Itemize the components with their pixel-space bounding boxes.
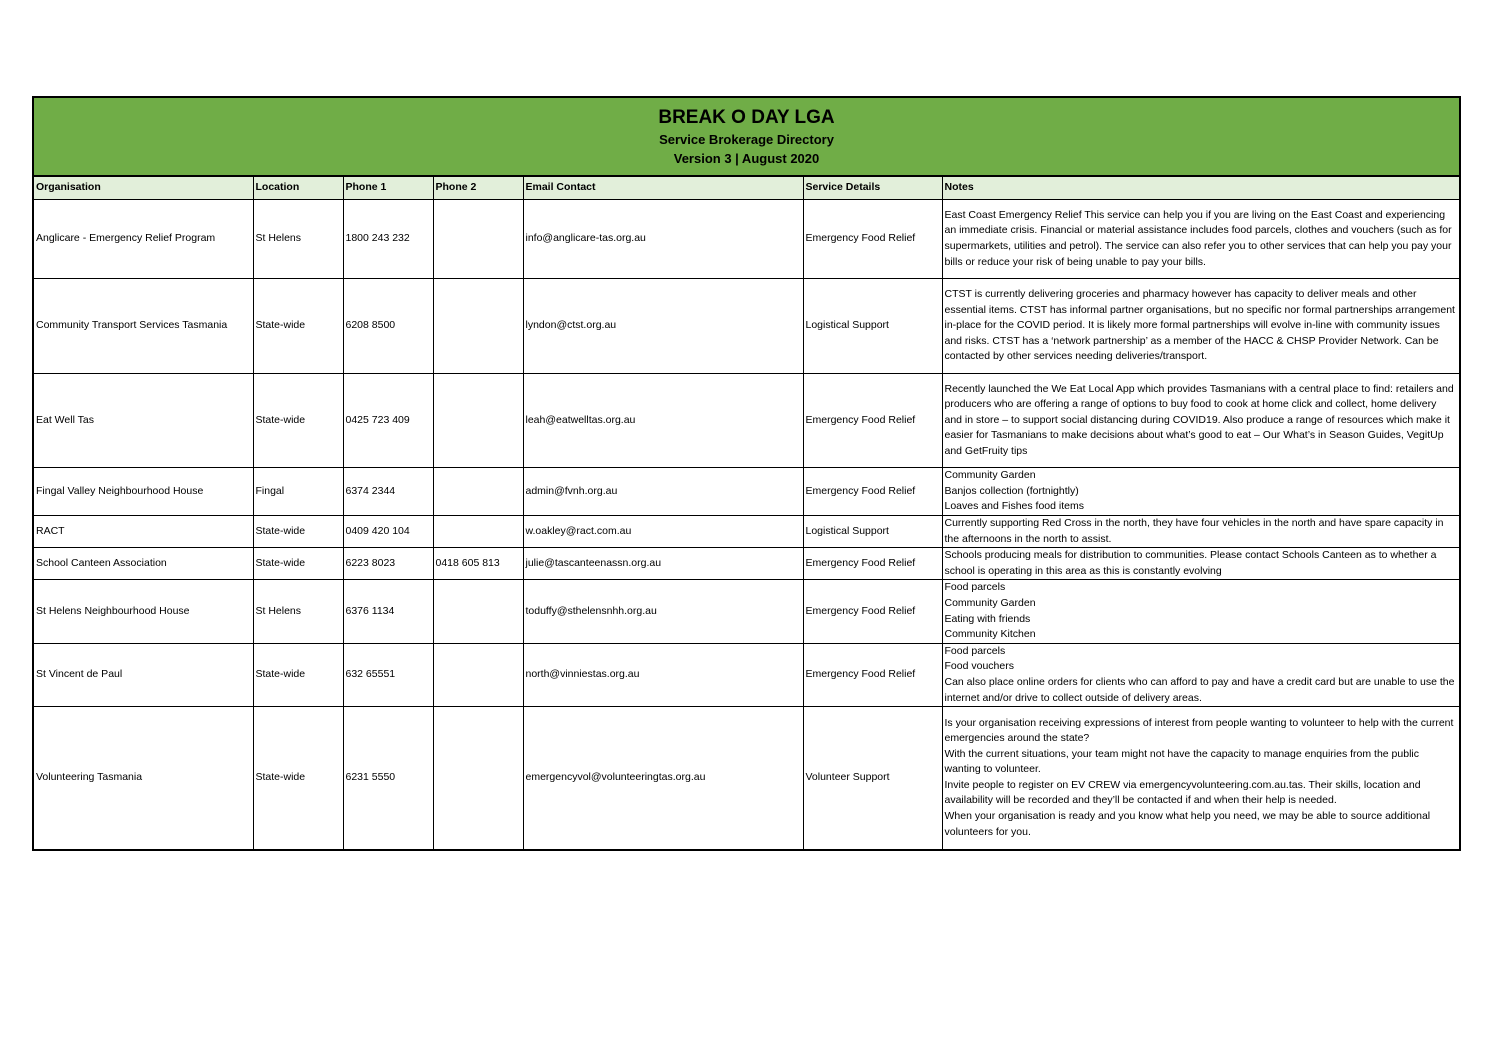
phone-1-cell: 6223 8023 bbox=[343, 548, 433, 580]
table-row bbox=[34, 200, 1459, 279]
table-row bbox=[34, 580, 1459, 643]
phone-1-cell: 6231 5550 bbox=[343, 707, 433, 849]
notes-cell: East Coast Emergency Relief This service can help you if you are living on the East Coast and experiencing an immediate crisis. Financial or material assistance includes food parcels, clothes and vouchers (such as for supermarkets, utilities and petrol). The service can also refer you to other services that can help you pay your bills or reduce your risk of being unable to pay your bills. bbox=[942, 200, 1459, 279]
phone-1-cell: 6208 8500 bbox=[343, 279, 433, 374]
phone-2-cell bbox=[433, 468, 523, 516]
column-header-location: Location bbox=[253, 177, 343, 200]
location-cell: State-wide bbox=[253, 279, 343, 374]
phone-2-cell bbox=[433, 374, 523, 468]
phone-2-cell bbox=[433, 707, 523, 849]
page-title: BREAK O DAY LGA bbox=[658, 107, 835, 128]
header-row bbox=[34, 177, 1459, 200]
notes-cell: Is your organisation receiving expressions of interest from people wanting to volunteer to help with the current emergencies around the state? With the current situations, your team might not have the capacity to manage enquiries from the public wanting to volunteer. Invite people to register on EV CREW via emergencyvolunteering.com.au.tas. Their skills, location and availability will be recorded and they’ll be contacted if and when their help is needed. When your organisation is ready and you know what help you need, we may be able to source additional volunteers for you. bbox=[942, 707, 1459, 849]
location-cell: State-wide bbox=[253, 374, 343, 468]
phone-1-cell: 6376 1134 bbox=[343, 580, 433, 643]
notes-cell: Food parcels Food vouchers Can also place online orders for clients who can afford to pay and have a credit card but are unable to use the internet and/or drive to collect outside of delivery areas. bbox=[942, 643, 1459, 706]
service-details-cell: Emergency Food Relief bbox=[803, 643, 942, 706]
location-cell: State-wide bbox=[253, 707, 343, 849]
phone-2-cell: 0418 605 813 bbox=[433, 548, 523, 580]
phone-2-cell bbox=[433, 516, 523, 548]
location-cell: State-wide bbox=[253, 548, 343, 580]
location-cell: St Helens bbox=[253, 200, 343, 279]
service-details-cell: Emergency Food Relief bbox=[803, 548, 942, 580]
organisation-cell: Eat Well Tas bbox=[34, 374, 253, 468]
notes-cell: CTST is currently delivering groceries and pharmacy however has capacity to deliver meals and other essential items. CTST has informal partner organisations, but no specific nor formal partnerships arrangement in-place for the COVID period. It is likely more formal partnerships will evolve in-line with community issues and risks. CTST has a ‘network partnership’ as a member of the HACC & CHSP Provider Network. Can be contacted by other services needing deliveries/transport. bbox=[942, 279, 1459, 374]
phone-2-cell bbox=[433, 200, 523, 279]
table-row bbox=[34, 516, 1459, 548]
table-row bbox=[34, 548, 1459, 580]
service-details-cell: Emergency Food Relief bbox=[803, 468, 942, 516]
email-cell: north@vinniestas.org.au bbox=[523, 643, 803, 706]
phone-1-cell: 0409 420 104 bbox=[343, 516, 433, 548]
organisation-cell: St Vincent de Paul bbox=[34, 643, 253, 706]
location-cell: State-wide bbox=[253, 516, 343, 548]
column-header-notes: Notes bbox=[942, 177, 1459, 200]
column-header-organisation: Organisation bbox=[34, 177, 253, 200]
table-row bbox=[34, 643, 1459, 706]
page-subtitle: Service Brokerage Directory bbox=[659, 132, 834, 147]
phone-1-cell: 632 65551 bbox=[343, 643, 433, 706]
location-cell: Fingal bbox=[253, 468, 343, 516]
organisation-cell: Community Transport Services Tasmania bbox=[34, 279, 253, 374]
organisation-cell: Fingal Valley Neighbourhood House bbox=[34, 468, 253, 516]
phone-1-cell: 6374 2344 bbox=[343, 468, 433, 516]
column-header-phone-1: Phone 1 bbox=[343, 177, 433, 200]
phone-2-cell bbox=[433, 580, 523, 643]
phone-2-cell bbox=[433, 279, 523, 374]
notes-cell: Currently supporting Red Cross in the north, they have four vehicles in the north and have spare capacity in the afternoons in the north to assist. bbox=[942, 516, 1459, 548]
version-label: Version 3 | August 2020 bbox=[673, 151, 820, 166]
header-banner bbox=[34, 98, 1459, 177]
directory-sheet bbox=[32, 96, 1461, 851]
notes-cell: Recently launched the We Eat Local App which provides Tasmanians with a central place to find: retailers and producers who are offering a range of options to buy food to cook at home click and collect, home delivery and in store – to support social distancing during COVID19. Also produce a range of resources which make it easier for Tasmanians to make decisions about what’s good to eat – Our What’s in Season Guides, VegitUp and GetFruity tips bbox=[942, 374, 1459, 468]
location-cell: St Helens bbox=[253, 580, 343, 643]
service-details-cell: Volunteer Support bbox=[803, 707, 942, 849]
organisation-cell: St Helens Neighbourhood House bbox=[34, 580, 253, 643]
table-row bbox=[34, 468, 1459, 516]
table-row bbox=[34, 279, 1459, 374]
email-cell: julie@tascanteenassn.org.au bbox=[523, 548, 803, 580]
column-header-email: Email Contact bbox=[523, 177, 803, 200]
email-cell: toduffy@sthelensnhh.org.au bbox=[523, 580, 803, 643]
notes-cell: Community Garden Banjos collection (fortnightly) Loaves and Fishes food items bbox=[942, 468, 1459, 516]
phone-2-cell bbox=[433, 643, 523, 706]
email-cell: w.oakley@ract.com.au bbox=[523, 516, 803, 548]
service-details-cell: Emergency Food Relief bbox=[803, 374, 942, 468]
table-row bbox=[34, 374, 1459, 468]
phone-1-cell: 0425 723 409 bbox=[343, 374, 433, 468]
service-details-cell: Emergency Food Relief bbox=[803, 200, 942, 279]
table-row bbox=[34, 707, 1459, 849]
location-cell: State-wide bbox=[253, 643, 343, 706]
notes-cell: Food parcels Community Garden Eating with friends Community Kitchen bbox=[942, 580, 1459, 643]
email-cell: info@anglicare-tas.org.au bbox=[523, 200, 803, 279]
service-details-cell: Logistical Support bbox=[803, 516, 942, 548]
phone-1-cell: 1800 243 232 bbox=[343, 200, 433, 279]
organisation-cell: RACT bbox=[34, 516, 253, 548]
notes-cell: Schools producing meals for distribution to communities. Please contact Schools Canteen as to whether a school is operating in this area as this is constantly evolving bbox=[942, 548, 1459, 580]
email-cell: leah@eatwelltas.org.au bbox=[523, 374, 803, 468]
organisation-cell: Volunteering Tasmania bbox=[34, 707, 253, 849]
email-cell: admin@fvnh.org.au bbox=[523, 468, 803, 516]
organisation-cell: Anglicare - Emergency Relief Program bbox=[34, 200, 253, 279]
directory-table bbox=[34, 177, 1459, 849]
email-cell: emergencyvol@volunteeringtas.org.au bbox=[523, 707, 803, 849]
service-details-cell: Emergency Food Relief bbox=[803, 580, 942, 643]
organisation-cell: School Canteen Association bbox=[34, 548, 253, 580]
email-cell: lyndon@ctst.org.au bbox=[523, 279, 803, 374]
column-header-service-details: Service Details bbox=[803, 177, 942, 200]
service-details-cell: Logistical Support bbox=[803, 279, 942, 374]
column-header-phone-2: Phone 2 bbox=[433, 177, 523, 200]
